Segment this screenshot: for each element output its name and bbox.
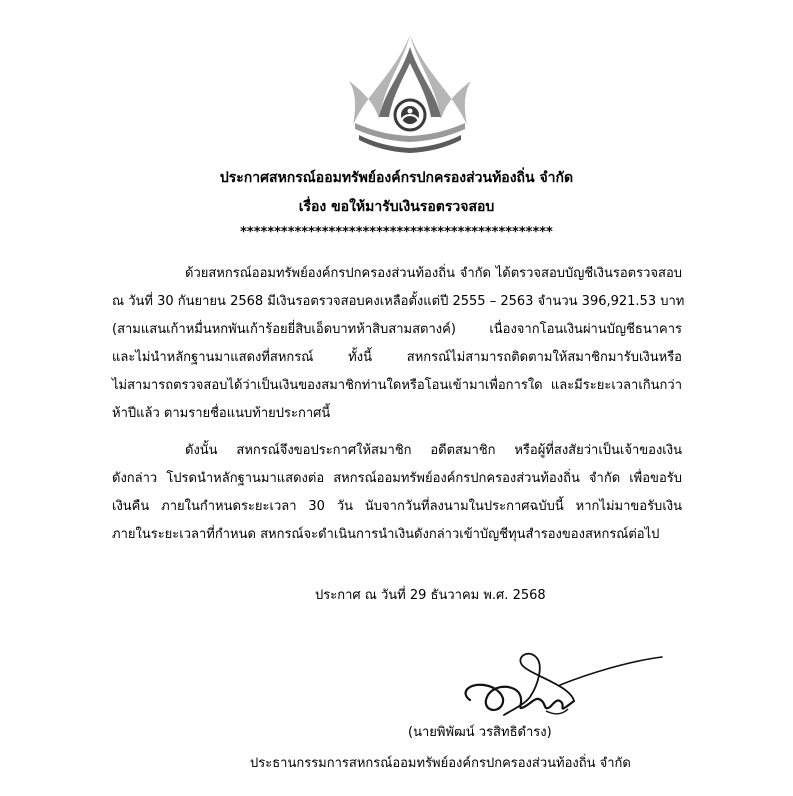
coop-emblem-icon [345,33,475,153]
paragraph-2-line: เงินคืน ภายในกำหนดระยะเวลา 30 วัน นับจากวันที่ลงนามในประกาศฉบับนี้ หากไม่มาขอรับเงิน [112,499,682,514]
paragraph-1-line: ไม่สามารถตรวจสอบได้ว่าเป็นเงินของสมาชิกท่านใดหรือโอนเข้ามาเพื่อการใด และมีระยะเวลาเกินกว่า [112,378,682,393]
announcement-title: ประกาศสหกรณ์ออมทรัพย์องค์กรปกครองส่วนท้องถิ่น จำกัด [219,170,574,186]
paragraph-2-line: ภายในระยะเวลาที่กำหนด สหกรณ์จะดำเนินการนำเงินดังกล่าวเข้าบัญชีทุนสำรองของสหกรณ์ต่อไป [112,527,660,542]
paragraph-2-line: ดังกล่าว โปรดนำหลักฐานมาแสดงต่อ สหกรณ์ออมทรัพย์องค์กรปกครองส่วนท้องถิ่น จำกัด เพื่อขอรับ [112,471,682,486]
handwritten-signature [450,645,670,725]
signer-name: (นายพิพัฒน์ วรสิทธิดำรง) [408,725,552,740]
divider-stars: ********************************************** [240,225,553,240]
paragraph-1-line: ด้วยสหกรณ์ออมทรัพย์องค์กรปกครองส่วนท้องถิ่น จำกัด ได้ตรวจสอบบัญชีเงินรอตรวจสอบ [185,266,682,281]
paragraph-2-line: ดังนั้น สหกรณ์จึงขอประกาศให้สมาชิก อดีตสมาชิก หรือผู้ที่สงสัยว่าเป็นเจ้าของเงิน [185,443,682,458]
signer-title: ประธานกรรมการสหกรณ์ออมทรัพย์องค์กรปกครองส่วนท้องถิ่น จำกัด [250,756,631,771]
paragraph-1-line: ณ วันที่ 30 กันยายน 2568 มีเงินรอตรวจสอบคงเหลือตั้งแต่ปี 2555 – 2563 จำนวน 396,921.53 บาท [112,294,685,309]
paragraph-1-line: ห้าปีแล้ว ตามรายชื่อแนบท้ายประกาศนี้ [112,406,331,421]
announcement-dateline: ประกาศ ณ วันที่ 29 ธันวาคม พ.ศ. 2568 [315,588,546,603]
announcement-subject: เรื่อง ขอให้มารับเงินรอตรวจสอบ [298,199,495,215]
paragraph-1-line: และไม่นำหลักฐานมาแสดงที่สหกรณ์ ทั้งนี้ สหกรณ์ไม่สามารถติดตามให้สมาชิกมารับเงินหรือ [112,350,682,365]
paragraph-1-line: (สามแสนเก้าหมื่นหกพันเก้าร้อยยี่สิบเอ็ดบาทห้าสิบสามสตางค์) เนื่องจากโอนเงินผ่านบัญชีธนาคาร [112,322,682,337]
